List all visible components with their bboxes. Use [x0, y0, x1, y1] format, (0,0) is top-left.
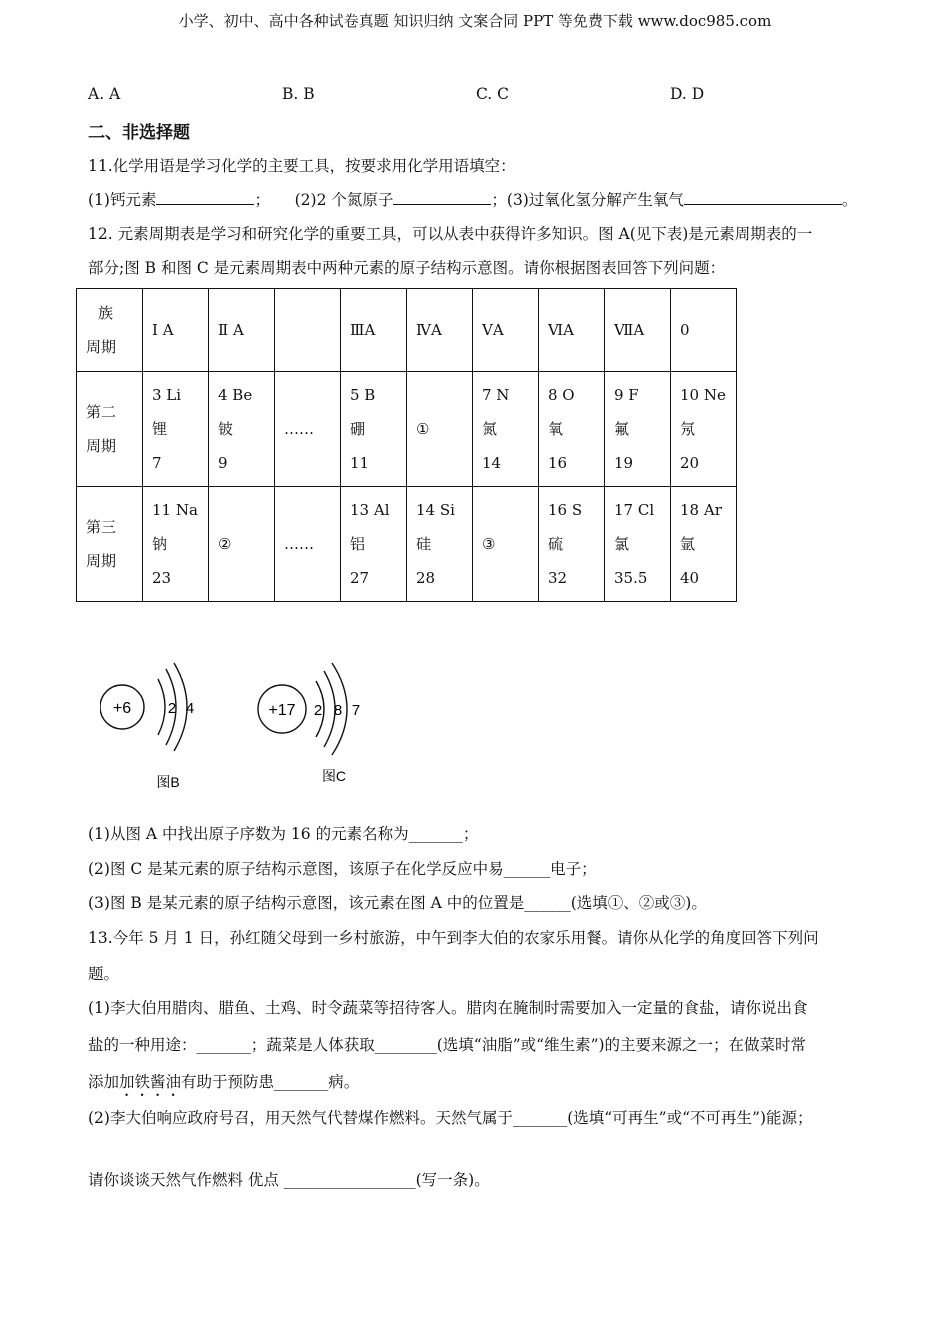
element-name: 氮 — [482, 420, 498, 438]
element-symbol: 16 S — [548, 501, 583, 519]
element-name: 氧 — [548, 420, 564, 438]
q11-blank-1[interactable] — [156, 190, 254, 205]
placeholder-mark: ① — [416, 420, 430, 438]
period-label — [77, 372, 143, 487]
placeholder-cell — [209, 487, 275, 602]
page-header: 小学、初中、高中各种试卷真题 知识归纳 文案合同 PPT 等免费下载 www.doc985.com — [178, 12, 772, 30]
element-symbol: 17 Cl — [614, 501, 655, 519]
q11-p2: (2)2 个氮原子 — [294, 191, 394, 209]
element-name: 锂 — [152, 420, 168, 438]
element-cell — [605, 372, 671, 487]
element-symbol: 8 O — [548, 386, 575, 404]
element-cell — [341, 487, 407, 602]
element-symbol: 7 N — [482, 386, 510, 404]
element-mass: 20 — [680, 454, 700, 472]
period-label-line: 第三 — [86, 518, 117, 536]
q12-sub-1: (1)从图 A 中找出原子序数为 16 的元素名称为_______； — [88, 825, 479, 843]
q13-p2-line-a: (2)李大伯响应政府号召，用天然气代替煤作燃料。天然气属于_______(选填“可再生”或“不可再生”)能源； — [88, 1109, 813, 1127]
element-mass: 16 — [548, 454, 568, 472]
q11-p2-end: ； — [491, 191, 507, 209]
nucleus-charge: +17 — [268, 702, 296, 719]
q13-stem-2: 题。 — [88, 965, 120, 983]
element-cell — [605, 487, 671, 602]
placeholder-mark: ② — [218, 535, 232, 553]
period-label-line: 第二 — [86, 403, 117, 421]
element-mass: 14 — [482, 454, 502, 472]
element-symbol: 14 Si — [416, 501, 455, 519]
q11-p1-end: ； — [254, 191, 270, 209]
ellipsis: …… — [284, 535, 314, 553]
element-cell — [539, 487, 605, 602]
element-name: 氯 — [614, 535, 630, 553]
element-name: 氩 — [680, 535, 696, 553]
shell-electron-count: 8 — [333, 702, 343, 719]
q11-parts — [88, 188, 857, 210]
element-symbol: 3 Li — [152, 386, 182, 404]
element-cell — [473, 372, 539, 487]
element-mass: 23 — [152, 569, 172, 587]
element-symbol: 13 Al — [350, 501, 390, 519]
nucleus-charge: +6 — [112, 700, 132, 717]
q13-p1c-emphasis: 加铁酱油 — [119, 1073, 182, 1091]
element-symbol: 9 F — [614, 386, 639, 404]
corner-cell — [77, 289, 143, 372]
element-cell — [539, 372, 605, 487]
group-header — [275, 289, 341, 372]
element-symbol: 11 Na — [152, 501, 198, 519]
group-header: ⅦA — [605, 289, 671, 372]
element-mass: 9 — [218, 454, 228, 472]
placeholder-cell — [473, 487, 539, 602]
element-name: 氟 — [614, 420, 630, 438]
element-mass: 27 — [350, 569, 370, 587]
placeholder-cell — [407, 372, 473, 487]
element-name: 硫 — [548, 535, 564, 553]
shell-electron-count: 7 — [351, 702, 361, 719]
element-mass: 28 — [416, 569, 436, 587]
placeholder-mark: ③ — [482, 535, 496, 553]
choice-d: D. D — [670, 85, 705, 103]
element-symbol: 18 Ar — [680, 501, 722, 519]
element-mass: 19 — [614, 454, 634, 472]
q13-p1c-post: 有助于预防患_______病。 — [181, 1073, 360, 1091]
period-label-line: 周期 — [86, 437, 117, 455]
period-label-line: 周期 — [86, 552, 117, 570]
q11-p3: (3)过氧化氢分解产生氧气 — [506, 191, 684, 209]
element-symbol: 5 B — [350, 386, 376, 404]
element-mass: 11 — [350, 454, 370, 472]
ellipsis-cell — [275, 487, 341, 602]
q11-blank-3[interactable] — [684, 190, 842, 205]
group-header: ⅥA — [539, 289, 605, 372]
element-name: 硼 — [350, 420, 366, 438]
element-mass: 32 — [548, 569, 568, 587]
section-title: 二、非选择题 — [88, 123, 190, 143]
element-symbol: 4 Be — [218, 386, 253, 404]
group-header: 0 — [671, 289, 737, 372]
element-cell — [671, 372, 737, 487]
element-name: 铍 — [218, 420, 234, 438]
corner-top: 族 — [98, 304, 114, 322]
element-cell — [143, 372, 209, 487]
corner-bottom: 周期 — [86, 338, 117, 356]
group-header: ⅤA — [473, 289, 539, 372]
q12-stem-2: 部分;图 B 和图 C 是元素周期表中两种元素的原子结构示意图。请你根据图表回答下列问题： — [88, 259, 726, 277]
choice-c: C. C — [476, 85, 510, 103]
q13-p1-line-c — [88, 1070, 359, 1100]
figure-b-atom — [100, 663, 194, 790]
q11-p1: (1)钙元素 — [88, 191, 157, 209]
group-header: Ⅰ A — [143, 289, 209, 372]
element-mass: 7 — [152, 454, 162, 472]
table-row-period-3 — [77, 487, 737, 602]
element-cell — [671, 487, 737, 602]
table-row-period-2 — [77, 372, 737, 487]
period-label — [77, 487, 143, 602]
ellipsis: …… — [284, 420, 314, 438]
electron-shell-arc — [158, 679, 165, 735]
q11-p3-end: 。 — [841, 191, 858, 209]
q12-stem-1: 12. 元素周期表是学习和研究化学的重要工具，可以从表中获得许多知识。图 A(见下表)是元素周期表的一 — [88, 225, 813, 243]
figure-b-caption: 图B — [156, 774, 180, 790]
choice-b: B. B — [282, 85, 315, 103]
group-header: ⅣA — [407, 289, 473, 372]
q13-p1-line-b: 盐的一种用途：_______；蔬菜是人体获取________(选填“油脂”或“维生素”)的主要来源之一；在做菜时常 — [88, 1036, 807, 1054]
element-cell — [209, 372, 275, 487]
element-cell — [143, 487, 209, 602]
q13-p1-line-a: (1)李大伯用腊肉、腊鱼、土鸡、时令蔬菜等招待客人。腊肉在腌制时需要加入一定量的食盐，请你说出食 — [88, 999, 808, 1017]
q11-stem: 11.化学用语是学习化学的主要工具，按要求用化学用语填空： — [88, 157, 516, 175]
table-header-row — [77, 289, 737, 372]
element-symbol: 10 Ne — [680, 386, 726, 404]
element-cell — [341, 372, 407, 487]
shell-electron-count: 2 — [313, 702, 323, 719]
shell-electron-count: 4 — [185, 700, 195, 717]
element-name: 钠 — [152, 535, 168, 553]
periodic-table — [76, 288, 737, 602]
atom-structure-diagrams — [100, 655, 400, 795]
group-header: Ⅱ A — [209, 289, 275, 372]
element-cell — [407, 487, 473, 602]
figure-c-caption: 图C — [321, 768, 347, 784]
element-mass: 35.5 — [614, 569, 648, 587]
group-header: ⅢA — [341, 289, 407, 372]
q13-p2-line-b: 请你谈谈天然气作燃料 优点 _________________(写一条)。 — [88, 1171, 490, 1189]
ellipsis-cell — [275, 372, 341, 487]
element-name: 铝 — [350, 535, 366, 553]
element-mass: 40 — [680, 569, 700, 587]
q13-p1c-pre: 添加 — [88, 1073, 120, 1091]
element-name: 氖 — [680, 420, 696, 438]
shell-electron-count: 2 — [167, 700, 177, 717]
q12-sub-2: (2)图 C 是某元素的原子结构示意图，该原子在化学反应中易______电子； — [88, 860, 597, 878]
q11-blank-2[interactable] — [393, 190, 491, 205]
q12-sub-3: (3)图 B 是某元素的原子结构示意图，该元素在图 A 中的位置是______(选填①、②或③)。 — [88, 894, 707, 912]
q13-stem-1: 13.今年 5 月 1 日，孙红随父母到一乡村旅游，中午到李大伯的农家乐用餐。请你从化学的角度回答下列问 — [88, 929, 819, 947]
element-name: 硅 — [416, 535, 432, 553]
choice-a: A. A — [88, 85, 121, 103]
figure-c-atom — [258, 663, 360, 784]
